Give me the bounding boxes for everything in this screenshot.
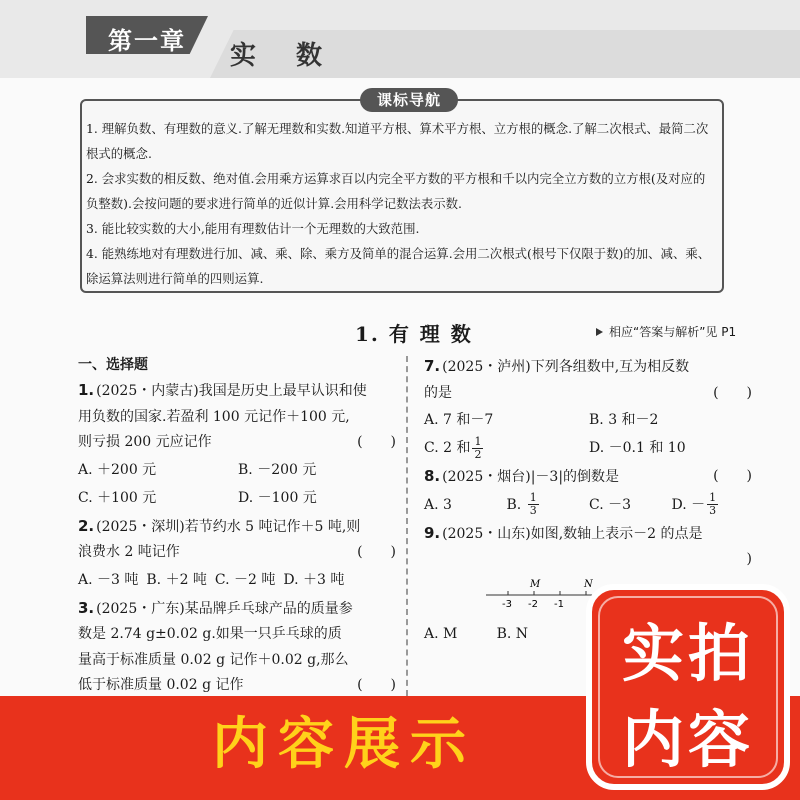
question-line: 用负数的国家.若盈利 100 元记作＋100 元, [78,408,350,425]
syllabus-item: 3. 能比较实数的大小,能用有理数估计一个无理数的大致范围. [86,221,420,236]
question-3 [78,596,398,699]
chapter-number: 第一章 [108,27,186,55]
option-d: D. ＋3 吨 [283,571,345,588]
options [78,566,398,594]
option-b: B. N [496,625,529,642]
question-text: (2025・山东)如图,数轴上表示－2 的点是 [442,525,703,542]
denominator: 2 [474,447,482,461]
question-text: 的是 [424,384,452,401]
tick-label: -1 [554,598,564,610]
options [424,406,754,462]
triangle-right-icon [596,328,603,336]
numerator: 1 [474,434,482,448]
column-divider [406,356,408,696]
numerator: 1 [529,491,537,504]
question-number: 3. [78,598,95,617]
answer-reference [596,323,736,340]
question-text: 浪费水 2 吨记作 [78,544,180,560]
option-d: D. －100 元 [238,489,317,506]
question-text: 则亏损 200 元应记作 [78,434,212,450]
options [424,491,754,519]
question-line [424,547,754,573]
answer-blank: ( ) [357,677,396,693]
fraction [528,492,539,517]
option-text: D. － [671,496,706,513]
question-line [424,381,754,407]
option-text: C. 2 和 [424,440,471,456]
section-title: 1. 有 理 数 [355,322,473,346]
answer-blank: ( ) [357,434,396,450]
question-number: 8. [424,467,441,485]
footer-text: 内容展示 [212,712,476,777]
question-line [424,354,754,381]
question-text: (2025・深圳)若节约水 5 吨记作＋5 吨,则 [96,518,361,535]
question-line: 数是 2.74 g±0.02 g.如果一只乒乓球的质 [78,626,342,642]
question-8 [424,464,754,519]
syllabus-tag: 课标导航 [360,88,458,112]
question-text: (2025・内蒙古)我国是历史上最早认识和使 [96,383,367,399]
syllabus-list [86,116,716,291]
question-7 [424,354,754,462]
stamp-line-1: 实拍 [621,617,754,690]
option-b: B. ＋2 吨 [146,571,207,588]
point-label: N [584,578,593,590]
answer-blank: ) [746,551,752,567]
group-heading: 一、选择题 [78,357,148,373]
answer-blank: ( ) [357,544,396,560]
syllabus-item: 4. 能熟练地对有理数进行加、减、乘、除、乘方及简单的混合运算.会用二次根式(根号下仅限于数)的加、减、乘、除运算法则进行简单的四则运算. [86,246,711,286]
question-number: 9. [424,523,441,542]
question-line [78,673,398,699]
question-line [424,521,754,548]
option-c [424,434,589,462]
tick-label: -2 [528,598,538,610]
question-text: (2025・广东)某品牌乒乓球产品的质量参 [96,600,353,617]
option-c: C. ＋100 元 [78,489,157,506]
question-number: 1. [78,381,95,399]
question-line [78,540,398,566]
point-label: M [530,578,541,590]
option-a: A. 7 和－7 [424,412,494,428]
question-line: 量高于标准质量 0.02 g 记作＋0.02 g,那么 [78,651,349,668]
options [78,456,398,512]
option-text: B. [506,496,522,513]
numerator: 1 [709,491,717,504]
denominator: 3 [709,504,717,517]
fraction [707,492,718,517]
question-line [78,596,398,623]
option-c: C. －2 吨 [214,571,276,588]
chapter-title: 实数 [230,41,363,71]
question-text: 低于标准质量 0.02 g 记作 [78,677,244,693]
option-a: A. －3 吨 [78,571,139,588]
option-a: A. 3 [424,496,452,513]
question-line [78,430,398,456]
option-d: D. －0.1 和 10 [589,440,686,456]
question-1 [78,378,398,512]
question-line [424,464,754,491]
option-a: A. M [424,625,458,642]
question-2 [78,514,398,594]
answer-blank: ( ) [713,384,752,401]
fraction [472,436,483,461]
option-b: B. －200 元 [238,461,317,478]
answer-blank: ( ) [713,468,752,484]
syllabus-item: 1. 理解负数、有理数的意义.了解无理数和实数.知道平方根、算术平方根、立方根的概念.了解二次根式、最简二次根式的概念. [86,121,709,161]
question-number: 2. [78,516,95,535]
option-a: A. ＋200 元 [78,461,157,478]
syllabus-item: 2. 会求实数的相反数、绝对值.会用乘方运算求百以内完全平方数的平方根和千以内完全立方数的立方根(及对应的负整数).会按问题的要求进行简单的近似计算.会用科学记数法表示数. [86,171,706,211]
denominator: 3 [529,504,537,517]
question-line [78,378,398,405]
option-b [507,491,590,519]
left-column [78,354,398,701]
question-line [78,514,398,541]
option-c: C. －3 [589,496,632,513]
question-number: 7. [424,357,441,375]
option-b: B. 3 和－2 [589,412,659,428]
stamp-line-2: 内容 [621,703,754,776]
question-text: (2025・烟台)|－3|的倒数是 [442,469,620,485]
answer-reference-text: 相应“答案与解析”见 P1 [609,325,737,339]
question-text: (2025・泸州)下列各组数中,互为相反数 [442,359,690,375]
tick-label: -3 [502,598,512,610]
option-d [672,491,755,519]
